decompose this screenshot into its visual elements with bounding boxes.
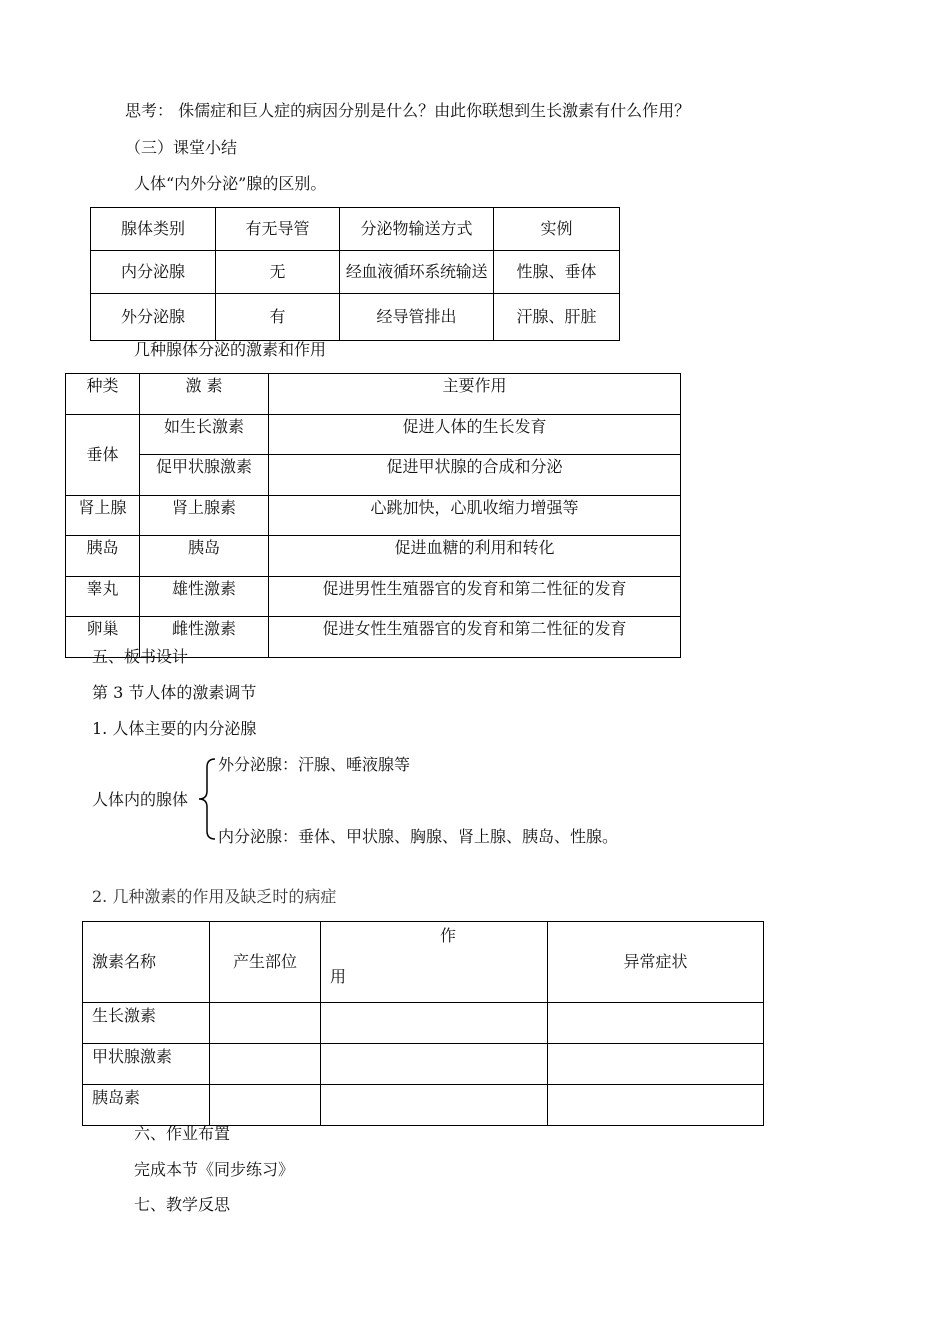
table-header-cell: 激 素	[140, 374, 269, 415]
table-cell	[321, 1044, 548, 1085]
table1-caption: 人体“内外分泌”腺的区别。	[134, 174, 327, 193]
table-row	[66, 455, 681, 496]
section-7-heading: 七、教学反思	[134, 1195, 231, 1214]
table-row	[66, 576, 681, 617]
table-row	[91, 251, 620, 294]
table-cell	[210, 1085, 321, 1126]
table-row	[83, 1085, 764, 1126]
gland-comparison-table	[90, 207, 620, 341]
table-row	[66, 536, 681, 577]
table-cell: 雌性激素	[140, 617, 269, 658]
homework: 完成本节《同步练习》	[134, 1160, 295, 1179]
header-char-yong: 用	[330, 967, 347, 986]
hormone-function-table	[65, 373, 681, 658]
section-6-heading: 六、作业布置	[134, 1124, 231, 1143]
table-header-cell: 腺体类别	[91, 208, 216, 251]
table-cell: 肾上腺素	[140, 495, 269, 536]
table2-caption: 几种腺体分泌的激素和作用	[134, 340, 327, 359]
table-cell: 性腺、垂体	[494, 251, 620, 294]
table-cell: 经血液循环系统输送	[340, 251, 494, 294]
table-cell: 内分泌腺	[91, 251, 216, 294]
table-row	[66, 414, 681, 455]
table-header-row	[91, 208, 620, 251]
table-header-row	[83, 922, 764, 1003]
point-1: 1. 人体主要的内分泌腺	[92, 719, 257, 738]
table-cell: 促甲状腺激素	[140, 455, 269, 496]
table-cell	[321, 1003, 548, 1044]
table-cell	[321, 1085, 548, 1126]
table-row	[66, 495, 681, 536]
curly-brace-icon	[195, 757, 219, 841]
table-cell: 促进血糖的利用和转化	[269, 536, 681, 577]
table-cell	[548, 1003, 764, 1044]
table-header-row	[66, 374, 681, 415]
point-2: 2. 几种激素的作用及缺乏时的病症	[92, 887, 337, 906]
table-cell: 雄性激素	[140, 576, 269, 617]
summary-heading: （三）课堂小结	[125, 138, 238, 157]
table-header-cell: 异常症状	[548, 922, 764, 1003]
table-cell: 如生长激素	[140, 414, 269, 455]
table-cell: 外分泌腺	[91, 294, 216, 341]
table-cell: 促进男性生殖器官的发育和第二性征的发育	[269, 576, 681, 617]
table-row	[83, 1003, 764, 1044]
table-cell: 汗腺、肝脏	[494, 294, 620, 341]
table-header-cell: 有无导管	[216, 208, 340, 251]
table-header-cell: 实例	[494, 208, 620, 251]
table-cell: 促进人体的生长发育	[269, 414, 681, 455]
table-cell: 甲状腺激素	[83, 1044, 210, 1085]
table-cell: 经导管排出	[340, 294, 494, 341]
table-header-cell: 激素名称	[83, 922, 210, 1003]
table-row	[83, 1044, 764, 1085]
think-question: 思考： 侏儒症和巨人症的病因分别是什么？由此你联想到生长激素有什么作用？	[125, 101, 691, 120]
table-cell: 无	[216, 251, 340, 294]
lesson-title: 第 3 节人体的激素调节	[92, 683, 257, 702]
table-header-cell	[321, 922, 548, 1003]
table-row	[91, 294, 620, 341]
table-header-cell: 分泌物输送方式	[340, 208, 494, 251]
table-cell: 生长激素	[83, 1003, 210, 1044]
table-cell	[548, 1085, 764, 1126]
table-cell: 胰岛素	[83, 1085, 210, 1126]
table-cell: 促进甲状腺的合成和分泌	[269, 455, 681, 496]
endocrine-glands: 内分泌腺：垂体、甲状腺、胸腺、肾上腺、胰岛、性腺。	[218, 827, 619, 846]
table-header-cell: 种类	[66, 374, 140, 415]
table-header-cell: 主要作用	[269, 374, 681, 415]
table-cell: 肾上腺	[66, 495, 140, 536]
table-cell: 卵巢	[66, 617, 140, 658]
section-5-heading: 五、板书设计	[92, 647, 189, 666]
header-char-zuo: 作	[440, 926, 457, 945]
hormone-deficiency-table	[82, 921, 764, 1126]
table-header-cell: 产生部位	[210, 922, 321, 1003]
table-cell	[548, 1044, 764, 1085]
table-cell: 胰岛	[66, 536, 140, 577]
table-cell: 有	[216, 294, 340, 341]
table-cell: 睾丸	[66, 576, 140, 617]
table-cell	[210, 1044, 321, 1085]
table-cell	[210, 1003, 321, 1044]
table-cell: 胰岛	[140, 536, 269, 577]
glands-label: 人体内的腺体	[92, 790, 189, 809]
table-cell: 心跳加快，心肌收缩力增强等	[269, 495, 681, 536]
exocrine-glands: 外分泌腺：汗腺、唾液腺等	[218, 755, 411, 774]
table-cell: 促进女性生殖器官的发育和第二性征的发育	[269, 617, 681, 658]
table-cell: 垂体	[66, 414, 140, 495]
